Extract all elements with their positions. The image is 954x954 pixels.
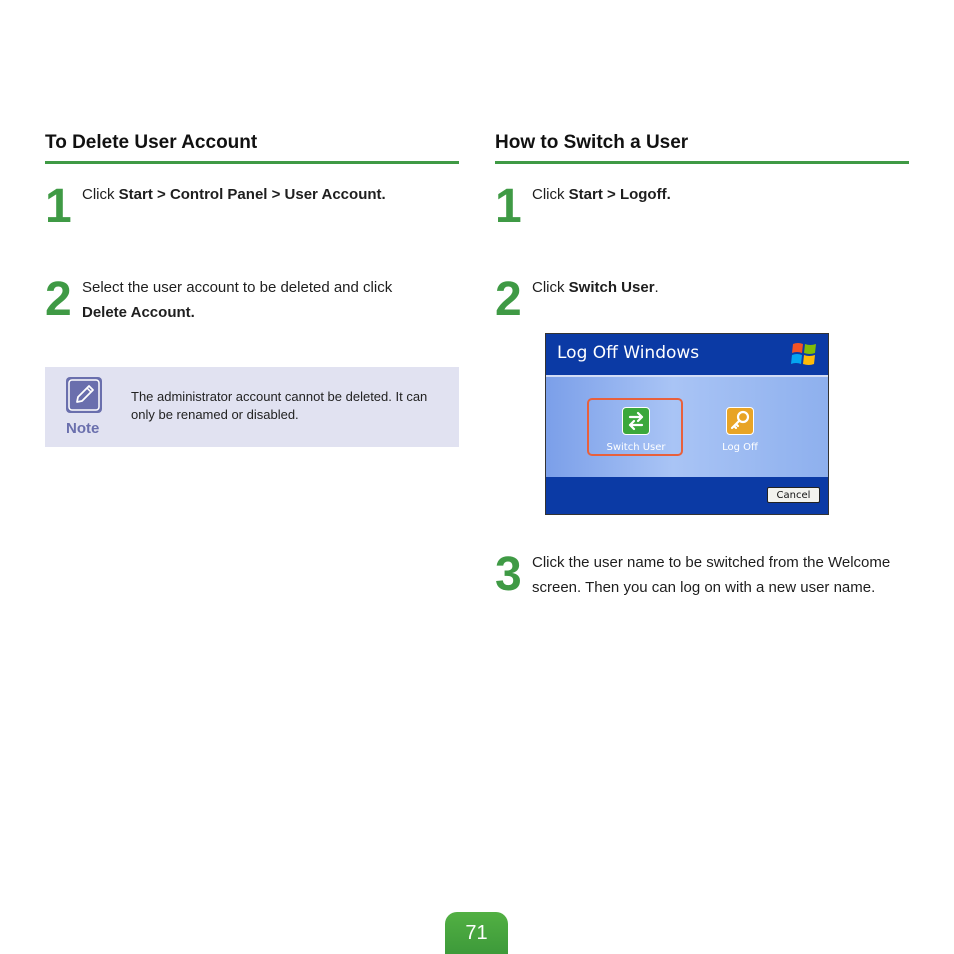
step-text-bold: Delete Account. bbox=[82, 303, 195, 321]
step-text-plain: Select the user account to be deleted and click bbox=[82, 279, 393, 296]
dialog-title: Log Off Windows bbox=[557, 343, 700, 363]
dialog-header bbox=[546, 334, 828, 375]
step-text-plain: . bbox=[654, 279, 659, 296]
step-text-plain: Click bbox=[82, 186, 119, 203]
windows-flag-icon bbox=[790, 340, 820, 368]
note-text: The administrator account cannot be deleted. It can only be renamed or disabled. bbox=[131, 389, 428, 422]
step-number: 1 bbox=[495, 180, 520, 233]
step-text-plain: Click bbox=[532, 279, 569, 296]
step-text-plain: Click bbox=[532, 186, 569, 203]
log-off-label[interactable]: Log Off bbox=[722, 442, 758, 453]
step-text bbox=[82, 183, 452, 208]
note-label: Note bbox=[66, 420, 100, 437]
step-text bbox=[532, 276, 902, 301]
left-column bbox=[45, 131, 459, 437]
step-text bbox=[532, 183, 902, 208]
switch-user-button[interactable] bbox=[622, 407, 650, 435]
step-number: 2 bbox=[495, 273, 520, 326]
page-number: 71 bbox=[465, 922, 488, 944]
section-title-switch-user: How to Switch a User bbox=[495, 131, 909, 164]
pencil-note-icon bbox=[66, 377, 102, 413]
step-text-bold: Switch User bbox=[568, 279, 655, 296]
step-number: 3 bbox=[495, 548, 520, 601]
log-off-button[interactable] bbox=[726, 407, 754, 435]
switch-user-label[interactable]: Switch User bbox=[606, 442, 666, 453]
step-text: Click the user name to be switched from the Welcome screen. Then you can log on with a new user name. bbox=[532, 554, 891, 596]
step-number: 2 bbox=[45, 273, 70, 326]
page-number-tab bbox=[445, 912, 508, 954]
step-text bbox=[82, 276, 452, 325]
step-text-bold: Start > Logoff. bbox=[568, 186, 671, 203]
switch-arrows-icon bbox=[623, 408, 649, 434]
section-title-delete-user: To Delete User Account bbox=[45, 131, 459, 164]
step-text-bold: Start > Control Panel > User Account. bbox=[118, 186, 386, 203]
cancel-button[interactable]: Cancel bbox=[767, 487, 820, 503]
step-number: 1 bbox=[45, 180, 70, 233]
note-box bbox=[45, 367, 459, 447]
key-icon bbox=[727, 408, 753, 434]
